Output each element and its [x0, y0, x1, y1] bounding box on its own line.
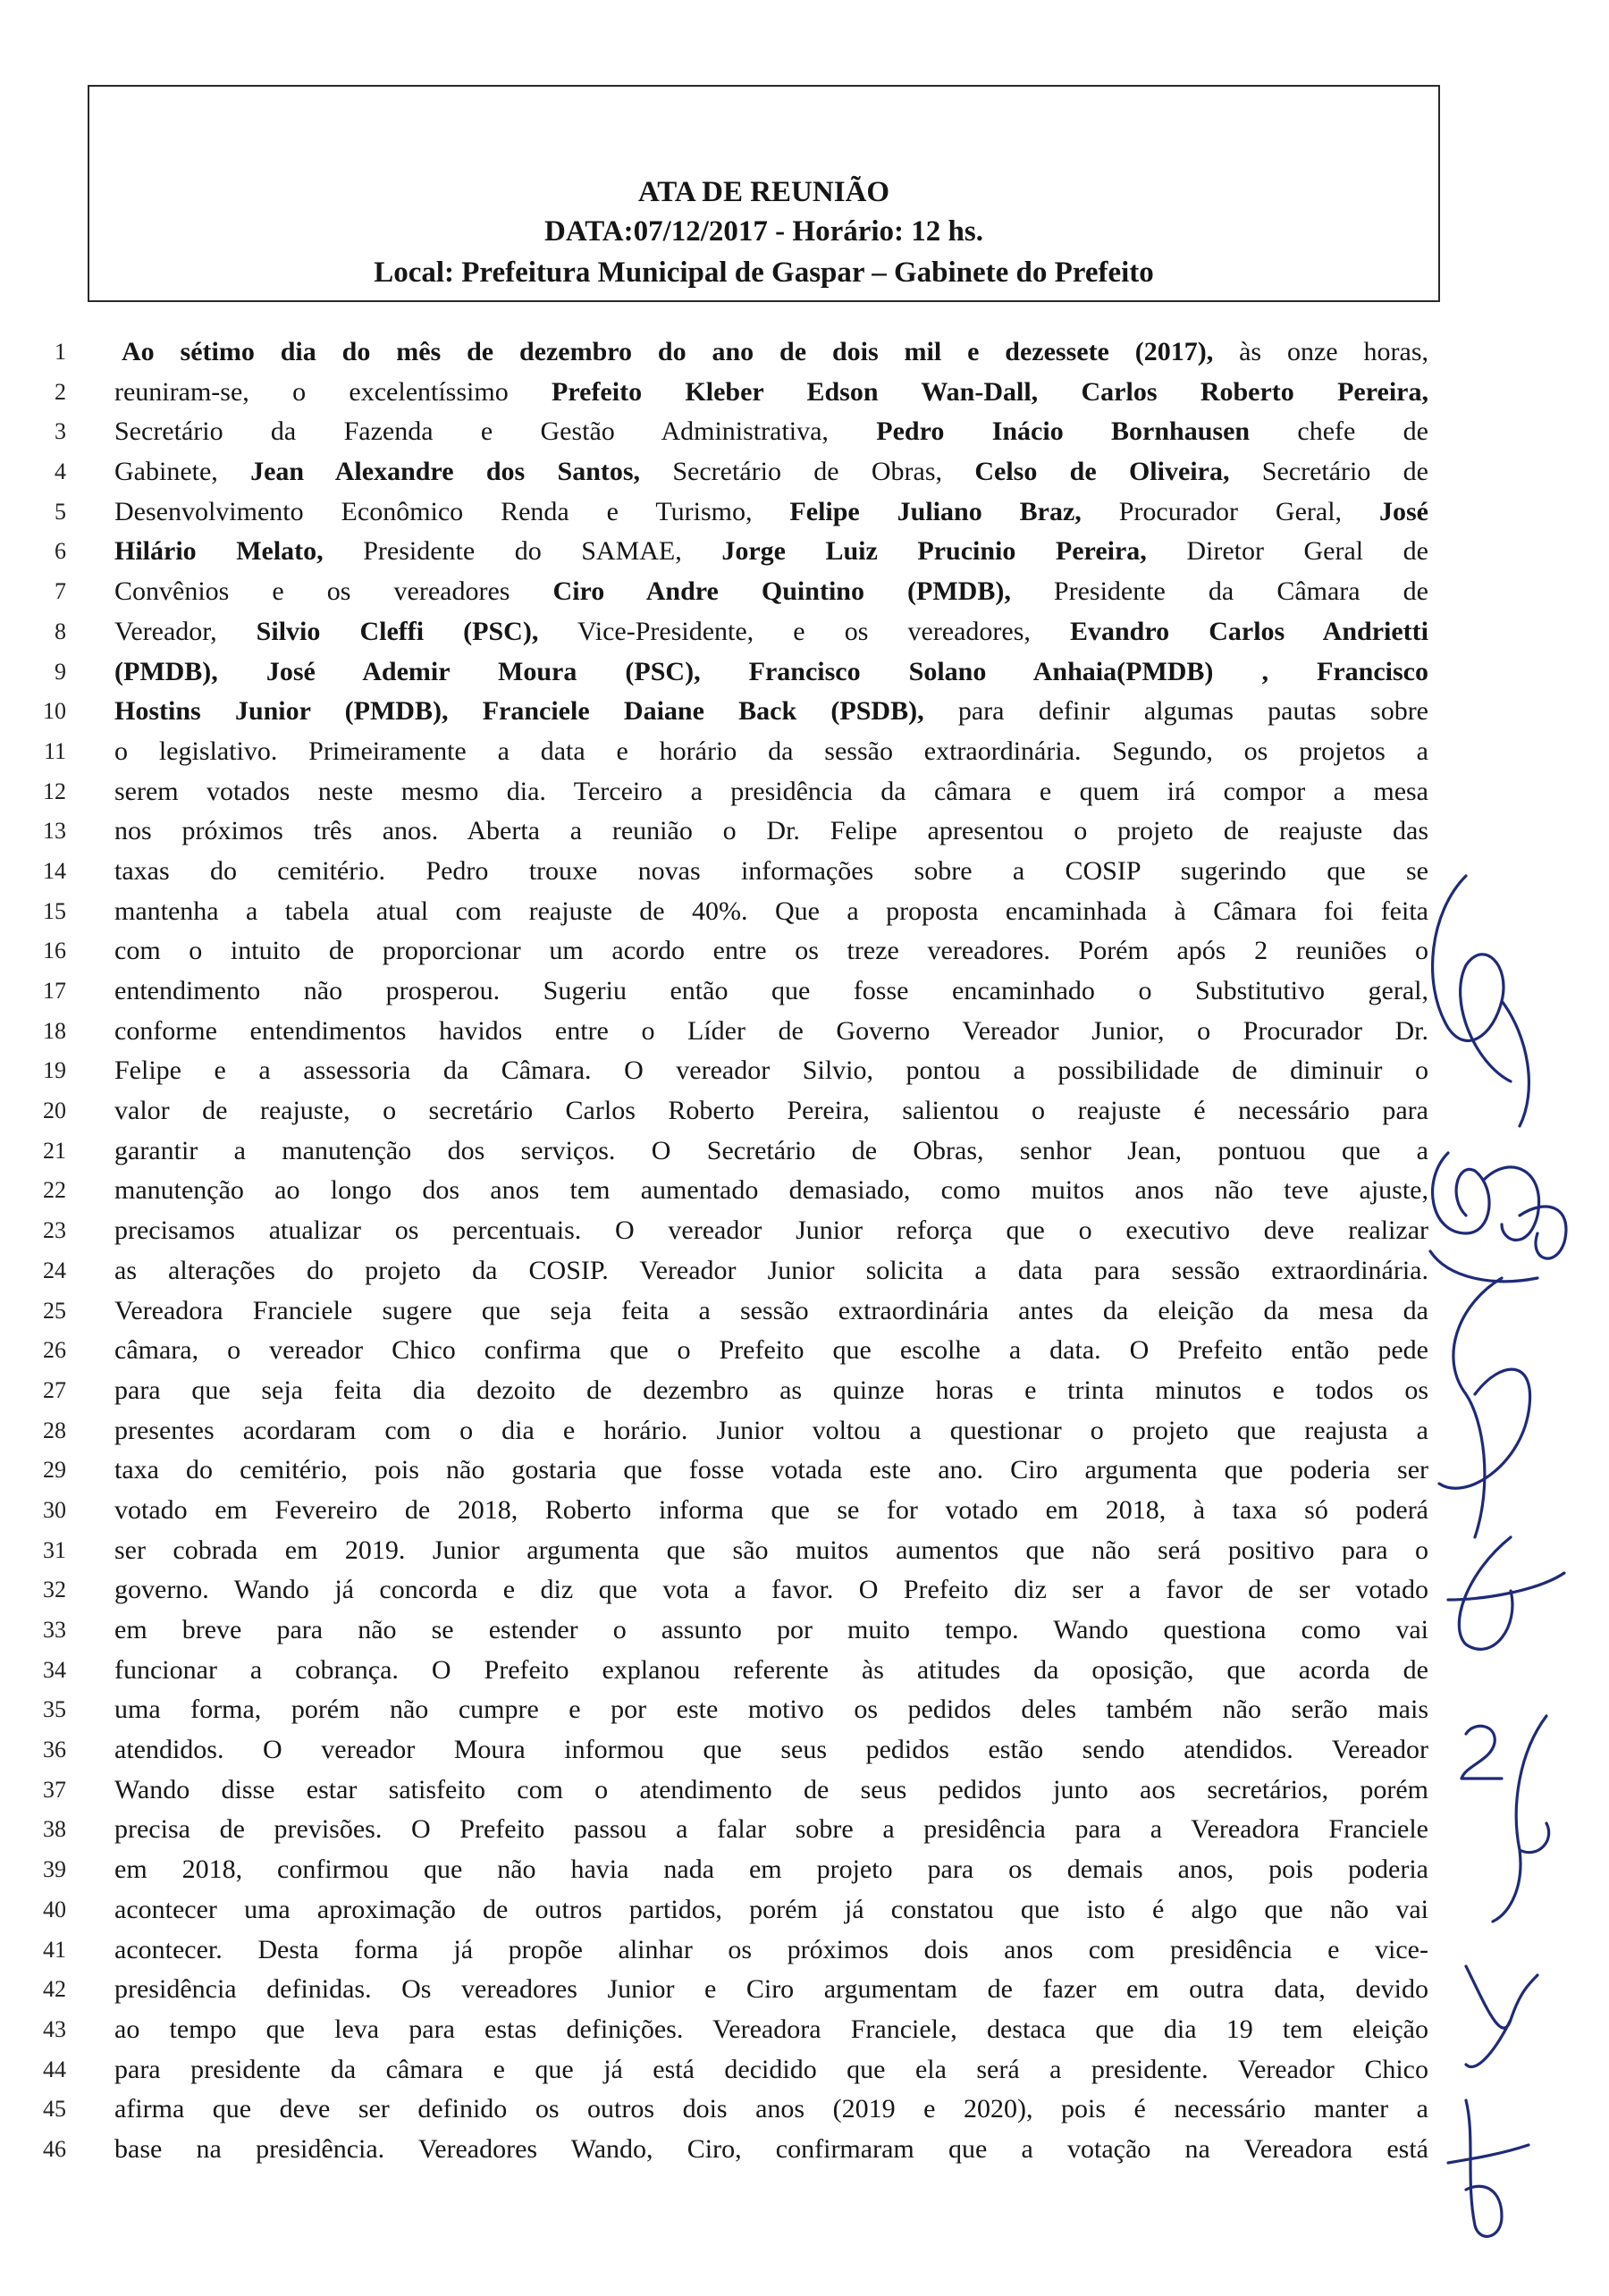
bold-text-segment: (PMDB), José Ademir Moura (PSC), Francisco Solano Anhaia(PMDB) , Francisco [114, 656, 1428, 686]
text-line [0, 1331, 1609, 1371]
bold-text-segment: Silvio Cleffi (PSC), [256, 616, 539, 646]
text-line [0, 1251, 1609, 1291]
text-segment: para que seja feita dia dezoito de dezembro as quinze horas e trinta minutos e todos os [114, 1375, 1428, 1405]
text-segment: Procurador Geral, [1081, 496, 1379, 526]
line-text [114, 1211, 1428, 1251]
line-number: 45 [43, 2096, 66, 2123]
text-segment: Presidente do SAMAE, [323, 536, 722, 567]
line-text [114, 412, 1428, 452]
line-text [114, 1131, 1428, 1172]
text-segment: Vereador, [114, 616, 257, 646]
text-line [0, 1810, 1609, 1850]
line-text [114, 1171, 1428, 1211]
line-number: 30 [43, 1496, 66, 1523]
line-text [114, 1371, 1428, 1411]
text-line [0, 1411, 1609, 1451]
bold-text-segment: Hostins Junior (PMDB), Franciele Daiane Back (PSDB), [114, 696, 924, 727]
line-text [114, 2050, 1428, 2090]
line-text [114, 572, 1428, 612]
text-segment: nos próximos três anos. Aberta a reunião o Dr. Felipe apresentou o projeto de reajuste das [114, 816, 1428, 846]
line-number: 12 [43, 778, 66, 804]
line-text [114, 1251, 1428, 1291]
line-number: 37 [43, 1776, 66, 1803]
text-line [0, 1051, 1609, 1091]
line-number: 21 [43, 1137, 66, 1164]
text-line [0, 652, 1609, 693]
bold-text-segment: José [1378, 496, 1428, 526]
text-segment: Wando disse estar satisfeito com o atendimento de seus pedidos junto aos secretários, porém [114, 1774, 1428, 1804]
date-time-line: DATA:07/12/2017 - Horário: 12 hs. [544, 215, 983, 248]
text-segment: base na presidência. Vereadores Wando, Ciro, confirmaram que a votação na Vereadora está [114, 2133, 1428, 2164]
text-segment: precisa de previsões. O Prefeito passou a falar sobre a presidência para a Vereadora Franciele [114, 1814, 1428, 1845]
line-number: 42 [43, 1976, 66, 2003]
line-number: 38 [43, 1816, 66, 1843]
text-line [0, 812, 1609, 852]
text-line [0, 1211, 1609, 1251]
line-number: 44 [43, 2056, 66, 2082]
line-number: 14 [43, 857, 66, 884]
text-line [0, 2010, 1609, 2050]
line-number: 17 [43, 978, 66, 1004]
text-segment: Desenvolvimento Econômico Renda e Turismo, [114, 496, 790, 526]
line-number: 46 [43, 2135, 66, 2162]
text-line [0, 1770, 1609, 1811]
bold-text-segment: Hilário Melato, [114, 536, 324, 567]
text-line [0, 492, 1609, 533]
text-segment: acontecer uma aproximação de outros partidos, porém já constatou que isto é algo que não vai [114, 1894, 1428, 1924]
bold-text-segment: Ciro Andre Quintino (PMDB), [552, 576, 1011, 607]
text-segment: precisamos atualizar os percentuais. O vereador Junior reforça que o executivo deve realizar [114, 1215, 1428, 1246]
bold-text-segment: Evandro Carlos Andrietti [1069, 616, 1428, 646]
text-line [0, 1570, 1609, 1611]
text-segment: taxas do cemitério. Pedro trouxe novas informações sobre a COSIP sugerindo que se [114, 855, 1428, 886]
line-text [114, 1451, 1428, 1491]
line-number: 24 [43, 1257, 66, 1283]
line-text [114, 1491, 1428, 1531]
text-segment: Vereadora Franciele sugere que seja feita a sessão extraordinária antes da eleição da mesa da [114, 1295, 1428, 1325]
line-text [114, 1091, 1428, 1131]
line-number: 2 [55, 378, 66, 405]
text-segment: presentes acordaram com o dia e horário. Junior voltou a questionar o projeto que reajusta a [114, 1415, 1428, 1445]
text-segment: valor de reajuste, o secretário Carlos Roberto Pereira, salientou o reajuste é necessário para [114, 1096, 1428, 1126]
text-segment: o legislativo. Primeiramente a data e horário da sessão extraordinária. Segundo, os projetos a [114, 736, 1428, 766]
line-text [114, 612, 1428, 652]
text-segment: Gabinete, [114, 457, 251, 487]
line-text [114, 532, 1428, 572]
line-text [114, 1291, 1428, 1332]
line-number: 23 [43, 1217, 66, 1244]
text-segment: afirma que deve ser definido os outros dois anos (2019 e 2020), pois é necessário manter a [114, 2094, 1428, 2124]
line-text [114, 2090, 1428, 2130]
line-text [114, 692, 1428, 732]
line-text [114, 1570, 1428, 1611]
text-line [0, 892, 1609, 932]
text-segment: em 2018, confirmou que não havia nada em projeto para os demais anos, pois poderia [114, 1854, 1428, 1885]
text-segment: acontecer. Desta forma já propõe alinhar os próximos dois anos com presidência e vice- [114, 1934, 1428, 1964]
bold-text-segment: Prefeito Kleber Edson Wan-Dall, Carlos Roberto Pereira, [552, 376, 1428, 407]
text-line [0, 852, 1609, 892]
text-line [0, 971, 1609, 1012]
line-number: 9 [55, 658, 66, 685]
text-segment: Felipe e a assessoria da Câmara. O vereador Silvio, pontou a possibilidade de diminuir o [114, 1055, 1428, 1086]
line-number: 16 [43, 938, 66, 964]
text-segment: Secretário da Fazenda e Gestão Administrativa, [114, 416, 877, 447]
text-line [0, 1171, 1609, 1211]
line-number: 8 [55, 618, 66, 644]
text-line [0, 692, 1609, 732]
line-text [114, 1690, 1428, 1730]
text-segment: uma forma, porém não cumpre e por este motivo os pedidos deles também não serão mais [114, 1695, 1428, 1725]
line-number: 27 [43, 1376, 66, 1403]
text-segment: Diretor Geral de [1146, 536, 1428, 567]
line-text [114, 1810, 1428, 1850]
line-number: 6 [55, 538, 66, 565]
text-line [0, 373, 1609, 413]
line-number: 19 [43, 1057, 66, 1084]
line-text [114, 1051, 1428, 1091]
text-segment: conforme entendimentos havidos entre o Líder de Governo Vereador Junior, o Procurador Dr. [114, 1015, 1428, 1046]
line-number: 39 [43, 1856, 66, 1883]
text-line [0, 1491, 1609, 1531]
text-line [0, 732, 1609, 772]
line-number: 15 [43, 897, 66, 924]
text-line [0, 572, 1609, 612]
line-number: 7 [55, 578, 66, 605]
location-line: Local: Prefeitura Municipal de Gaspar – Gabinete do Prefeito [374, 257, 1154, 289]
line-text [114, 1850, 1428, 1890]
text-segment: votado em Fevereiro de 2018, Roberto informa que se for votado em 2018, à taxa só poderá [114, 1494, 1428, 1525]
text-line [0, 532, 1609, 572]
line-text [114, 652, 1428, 693]
text-segment: ser cobrada em 2019. Junior argumenta que são muitos aumentos que não será positivo para o [114, 1535, 1428, 1565]
text-segment: governo. Wando já concorda e diz que vota a favor. O Prefeito diz ser a favor de ser votado [114, 1575, 1428, 1605]
line-number: 34 [43, 1656, 66, 1683]
line-text [114, 2010, 1428, 2050]
line-number: 4 [55, 458, 66, 485]
text-line [0, 1611, 1609, 1651]
line-text [114, 892, 1428, 932]
text-segment: reuniram-se, o excelentíssimo [114, 376, 552, 407]
text-segment: manutenção ao longo dos anos tem aumentado demasiado, como muitos anos não teve ajuste, [114, 1175, 1428, 1206]
text-line [0, 1651, 1609, 1691]
bold-text-segment: Ao sétimo dia do mês de dezembro do ano de dois mil e dezessete (2017), [122, 337, 1214, 366]
text-segment: ao tempo que leva para estas definições. Vereadora Franciele, destaca que dia 19 tem eleição [114, 2014, 1428, 2044]
line-text [114, 1730, 1428, 1770]
line-text [114, 492, 1428, 533]
text-line [0, 1012, 1609, 1052]
text-line [0, 772, 1609, 812]
bold-text-segment: Pedro Inácio Bornhausen [876, 416, 1251, 447]
handwritten-signatures [1412, 858, 1609, 2270]
text-segment: presidência definidas. Os vereadores Junior e Ciro argumentam de fazer em outra data, devido [114, 1974, 1428, 2005]
line-number: 33 [43, 1617, 66, 1643]
line-number: 35 [43, 1696, 66, 1723]
bold-text-segment: Jorge Luiz Prucinio Pereira, [721, 536, 1147, 567]
text-line [0, 1930, 1609, 1971]
line-text [114, 1012, 1428, 1052]
text-line [0, 2090, 1609, 2130]
bold-text-segment: Celso de Oliveira, [974, 457, 1230, 487]
text-segment: para presidente da câmara e que já está decidido que ela será a presidente. Vereador Chico [114, 2054, 1428, 2084]
line-text [114, 2130, 1428, 2170]
line-text [114, 1930, 1428, 1971]
line-number: 18 [43, 1017, 66, 1044]
line-number: 20 [43, 1098, 66, 1124]
text-line [0, 1451, 1609, 1491]
line-number: 32 [43, 1577, 66, 1603]
text-line [0, 931, 1609, 971]
bold-text-segment: Jean Alexandre dos Santos, [250, 457, 641, 487]
line-number: 10 [43, 698, 66, 725]
line-number: 5 [55, 498, 66, 525]
text-segment: Secretário de [1229, 457, 1428, 487]
line-text [114, 1770, 1428, 1811]
text-line [0, 1730, 1609, 1770]
text-segment: em breve para não se estender o assunto por muito tempo. Wando questiona como vai [114, 1615, 1428, 1644]
line-number: 3 [55, 418, 66, 445]
line-text [114, 1970, 1428, 2010]
document-title: ATA DE REUNIÃO [637, 176, 890, 208]
text-line [0, 1850, 1609, 1890]
text-segment: Convênios e os vereadores [114, 576, 553, 607]
line-text [114, 1611, 1428, 1651]
line-number: 1 [55, 339, 66, 365]
text-segment: as alterações do projeto da COSIP. Vereador Junior solicita a data para sessão extraordinária. [114, 1255, 1428, 1285]
text-line [0, 1970, 1609, 2010]
line-text [122, 332, 1428, 373]
line-number: 28 [43, 1417, 66, 1443]
text-line [0, 2050, 1609, 2090]
text-segment: Vice-Presidente, e os vereadores, [538, 616, 1070, 646]
text-line [0, 1291, 1609, 1332]
text-line [0, 612, 1609, 652]
text-segment: atendidos. O vereador Moura informou que seus pedidos estão sendo atendidos. Vereador [114, 1735, 1428, 1765]
line-number: 13 [43, 818, 66, 845]
line-text [114, 732, 1428, 772]
text-segment: Secretário de Obras, [640, 457, 975, 487]
line-number: 22 [43, 1177, 66, 1204]
line-text [114, 772, 1428, 812]
text-segment: câmara, o vereador Chico confirma que o Prefeito que escolhe a data. O Prefeito então pede [114, 1335, 1428, 1366]
line-text [114, 452, 1428, 492]
text-segment: mantenha a tabela atual com reajuste de 40%. Que a proposta encaminhada à Câmara foi feita [114, 896, 1428, 926]
line-number: 43 [43, 2015, 66, 2042]
line-number: 29 [43, 1457, 66, 1484]
line-text [114, 373, 1428, 413]
text-segment: taxa do cemitério, pois não gostaria que fosse votada este ano. Ciro argumenta que poderia ser [114, 1455, 1428, 1485]
text-segment: funcionar a cobrança. O Prefeito explanou referente às atitudes da oposição, que acorda de [114, 1654, 1428, 1685]
text-segment: às onze horas, [1213, 337, 1428, 366]
text-segment: chefe de [1250, 416, 1428, 447]
line-number: 36 [43, 1737, 66, 1763]
text-segment: garantir a manutenção dos serviços. O Secretário de Obras, senhor Jean, pontuou que a [114, 1135, 1428, 1165]
text-line [0, 1091, 1609, 1131]
text-segment: com o intuito de proporcionar um acordo entre os treze vereadores. Porém após 2 reuniões o [114, 936, 1428, 966]
line-number: 31 [43, 1536, 66, 1563]
line-text [114, 1890, 1428, 1930]
line-number: 40 [43, 1896, 66, 1922]
line-text [114, 1651, 1428, 1691]
line-text [114, 852, 1428, 892]
bold-text-segment: Felipe Juliano Braz, [789, 496, 1082, 526]
header-box [88, 85, 1440, 302]
text-segment: para definir algumas pautas sobre [923, 696, 1428, 727]
line-text [114, 971, 1428, 1012]
line-number: 25 [43, 1297, 66, 1324]
line-number: 41 [43, 1936, 66, 1963]
line-text [114, 931, 1428, 971]
text-line [0, 1531, 1609, 1571]
line-text [114, 1331, 1428, 1371]
text-segment: Presidente da Câmara de [1010, 576, 1428, 607]
line-text [114, 1411, 1428, 1451]
line-number: 26 [43, 1337, 66, 1364]
minutes-body [0, 332, 1609, 2170]
line-number: 11 [43, 737, 66, 764]
text-line [0, 2130, 1609, 2170]
text-segment: entendimento não prosperou. Sugeriu então que fosse encaminhado o Substitutivo geral, [114, 976, 1428, 1005]
text-line [0, 452, 1609, 492]
text-segment: serem votados neste mesmo dia. Terceiro a presidência da câmara e quem irá compor a mesa [114, 776, 1428, 806]
text-line [0, 1131, 1609, 1172]
text-line [0, 1890, 1609, 1930]
text-line [0, 1690, 1609, 1730]
text-line [0, 412, 1609, 452]
text-line [0, 332, 1609, 373]
line-text [114, 812, 1428, 852]
text-line [0, 1371, 1609, 1411]
line-text [114, 1531, 1428, 1571]
